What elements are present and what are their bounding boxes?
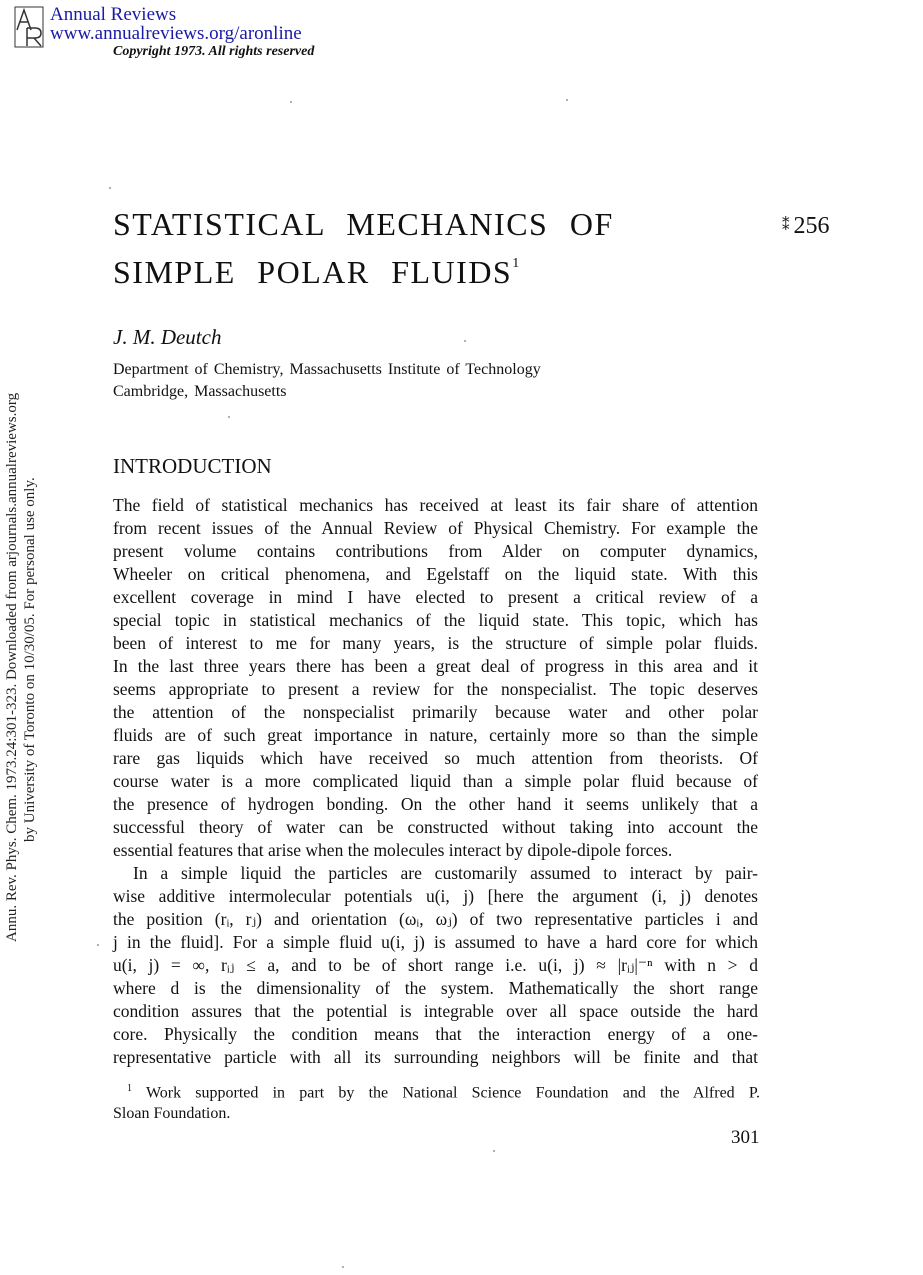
scan-speck xyxy=(228,416,230,418)
author-name: J. M. Deutch xyxy=(113,325,222,349)
scan-speck xyxy=(493,1150,495,1152)
body-line: Wheeler on critical phenomena, and Egelstaff on the liquid state. With this xyxy=(113,564,758,584)
scan-speck xyxy=(464,340,466,342)
download-note-line2: by University of Toronto on 10/30/05. For personal use only. xyxy=(22,477,38,842)
annual-reviews-logo-icon xyxy=(14,6,44,48)
footnote-line1 xyxy=(113,1078,760,1103)
download-note-line1: Annu. Rev. Phys. Chem. 1973.24:301-323. Downloaded from arjournals.annualreviews.org xyxy=(4,392,20,942)
publisher-url-link[interactable]: www.annualreviews.org/aronline xyxy=(50,23,302,44)
body-line: u(i, j) = ∞, rᵢⱼ ≤ a, and to be of short range i.e. u(i, j) ≈ |rᵢⱼ|⁻ⁿ with n > d xyxy=(113,955,758,975)
body-line: present volume contains contributions from Alder on computer dynamics, xyxy=(113,541,758,561)
affiliation-line1: Department of Chemistry, Massachusetts Institute of Technology xyxy=(113,361,541,378)
reference-mark-icon: ⁑ xyxy=(782,218,790,234)
footnote-mark: 1 xyxy=(127,1083,132,1094)
copyright-notice: Copyright 1973. All rights reserved xyxy=(113,44,315,59)
body-line: the presence of hydrogen bonding. On the other hand it seems unlikely that a xyxy=(113,794,758,814)
footnote xyxy=(113,1078,760,1124)
body-line: essential features that arise when the molecules interact by dipole-dipole forces. xyxy=(113,840,673,860)
title-footnote-mark: 1 xyxy=(512,256,520,271)
body-line: rare gas liquids which have received so much attention from theorists. Of xyxy=(113,748,758,768)
reference-number xyxy=(782,213,830,240)
article-title-line1: STATISTICAL MECHANICS OF xyxy=(113,206,614,242)
body-line: been of interest to me for many years, is the structure of simple polar fluids. xyxy=(113,633,758,653)
body-line: the position (rᵢ, rⱼ) and orientation (ωᵢ, ωⱼ) of two representative particles i and xyxy=(113,909,758,929)
scan-speck xyxy=(290,101,292,103)
body-line: In the last three years there has been a great deal of progress in this area and it xyxy=(113,656,758,676)
body-line: condition assures that the potential is integrable over all space outside the hard xyxy=(113,1001,758,1021)
scan-speck xyxy=(109,187,111,189)
body-line: core. Physically the condition means that the interaction energy of a one- xyxy=(113,1024,758,1044)
footnote-text: Work supported in part by the National Science Foundation and the Alfred P. xyxy=(145,1084,761,1102)
body-line: excellent coverage in mind I have elected to present a critical review of a xyxy=(113,587,758,607)
page-number: 301 xyxy=(731,1127,760,1148)
body-line: successful theory of water can be constructed without taking into account the xyxy=(113,817,758,837)
body-line: special topic in statistical mechanics of the liquid state. This topic, which has xyxy=(113,610,758,630)
scan-speck xyxy=(342,1266,344,1268)
footnote-line2: Sloan Foundation. xyxy=(113,1105,231,1123)
section-heading: INTRODUCTION xyxy=(113,454,272,478)
body-line: where d is the dimensionality of the system. Mathematically the short range xyxy=(113,978,758,998)
body-line: In a simple liquid the particles are customarily assumed to interact by pair- xyxy=(133,863,758,883)
body-line: the attention of the nonspecialist primarily because water and other polar xyxy=(113,702,758,722)
body-line: representative particle with all its surrounding neighbors will be finite and that xyxy=(113,1047,758,1067)
reference-number-text: 256 xyxy=(793,213,830,239)
scan-speck xyxy=(566,99,568,101)
body-line: course water is a more complicated liquid than a simple polar fluid because of xyxy=(113,771,758,791)
body-line: wise additive intermolecular potentials u(i, j) [here the argument (i, j) denotes xyxy=(113,886,758,906)
body-line: j in the fluid]. For a simple fluid u(i, j) is assumed to have a hard core for which xyxy=(113,932,758,952)
title-text: SIMPLE POLAR FLUIDS xyxy=(113,254,513,290)
publisher-name-link[interactable]: Annual Reviews xyxy=(50,4,177,25)
body-line: The field of statistical mechanics has received at least its fair share of attention xyxy=(113,495,758,515)
body-line: from recent issues of the Annual Review of Physical Chemistry. For example the xyxy=(113,518,758,538)
body-line: seems appropriate to present a review for the nonspecialist. The topic deserves xyxy=(113,679,758,699)
affiliation-line2: Cambridge, Massachusetts xyxy=(113,383,287,400)
body-line: fluids are of such great importance in nature, certainly more so than the simple xyxy=(113,725,758,745)
article-title-line2 xyxy=(113,254,519,291)
scan-speck xyxy=(97,944,99,946)
